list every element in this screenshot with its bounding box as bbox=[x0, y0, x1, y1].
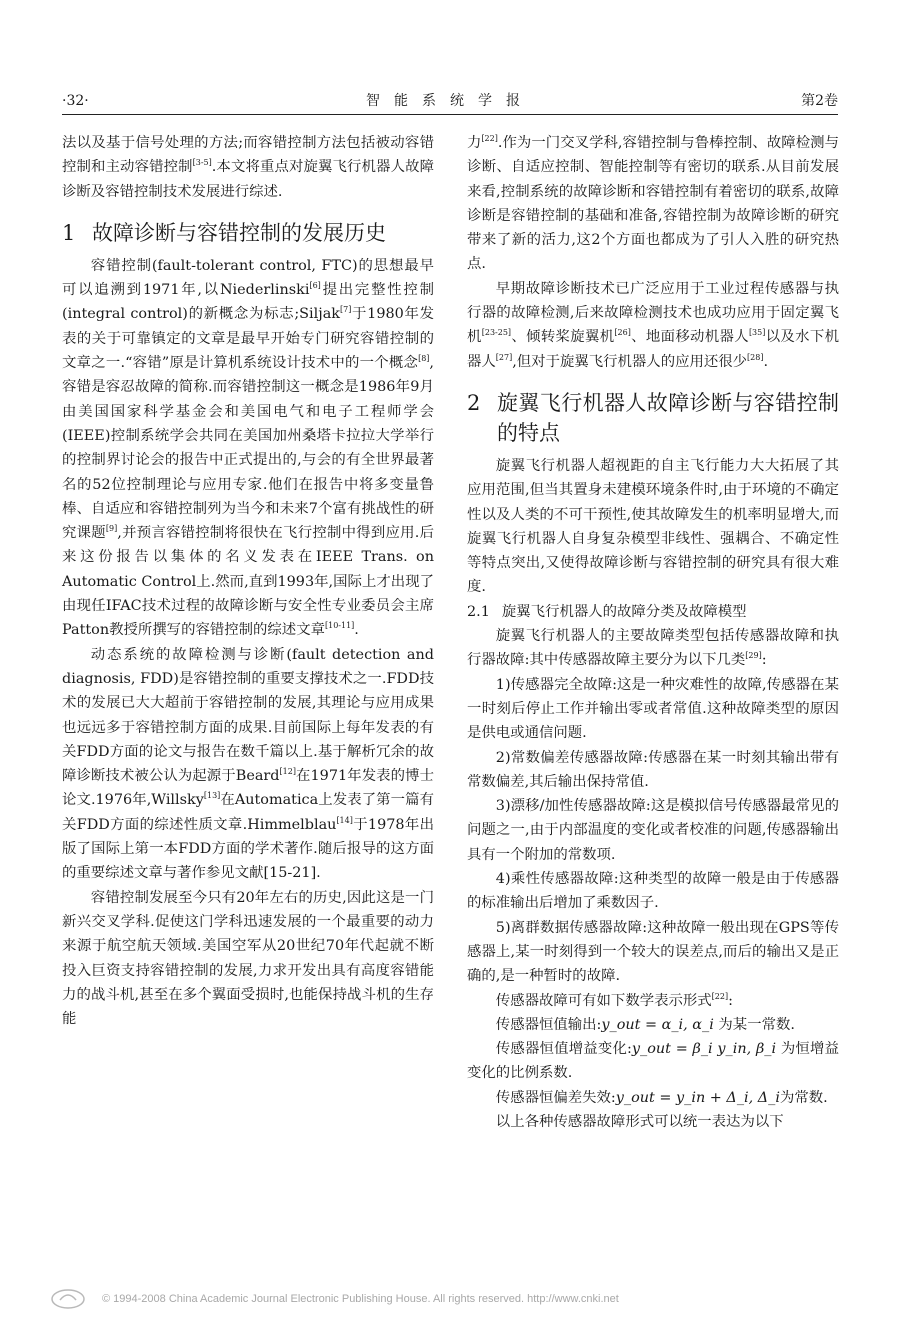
publisher-logo-icon bbox=[48, 1287, 88, 1311]
citation[interactable]: [29] bbox=[745, 651, 762, 661]
citation[interactable]: [23-25] bbox=[481, 328, 512, 338]
citation[interactable]: [22] bbox=[711, 991, 729, 1001]
citation[interactable]: [26] bbox=[614, 328, 631, 338]
section-number: 1 bbox=[62, 220, 76, 245]
fault-item-3: 3)漂移/加性传感器故障:这是模拟信号传感器最常见的问题之一,由于内部温度的变化或者校准的问题,传感器输出具有一个附加的常数项. bbox=[467, 798, 839, 863]
section-title: 旋翼飞行机器人故障诊断与容错控制的特点 bbox=[497, 390, 839, 445]
math-intro-paragraph: 传感器故障可有如下数学表示形式[22]: bbox=[495, 991, 733, 1009]
fault-item-4: 4)乘性传感器故障:这种类型的故障一般是由于传感器的标准输出后增加了乘数因子. bbox=[467, 871, 839, 912]
intro-paragraph: 法以及基于信号处理的方法;而容错控制方法包括被动容错控制和主动容错控制[3-5].本文将重点对旋翼飞行机器人故障诊断及容错控制技术发展进行综述. bbox=[62, 135, 434, 200]
section-title: 故障诊断与容错控制的发展历史 bbox=[92, 220, 386, 245]
fault-item-2: 2)常数偏差传感器故障:传感器在某一时刻其输出带有常数偏差,其后输出保持常值. bbox=[467, 749, 839, 790]
citation[interactable]: [7] bbox=[340, 305, 352, 315]
copyright-text: © 1994-2008 China Academic Journal Electronic Publishing House. All rights reserved. http://www.cnki.net bbox=[102, 1293, 619, 1305]
citation[interactable]: [13] bbox=[203, 791, 221, 801]
page-number: ·32· bbox=[62, 93, 89, 109]
subsection-number: 2.1 bbox=[467, 603, 490, 620]
right-column bbox=[467, 131, 839, 1134]
citation[interactable]: [9] bbox=[105, 524, 118, 534]
citation[interactable]: [35] bbox=[748, 328, 766, 338]
continued-paragraph: 力[22].作为一门交叉学科,容错控制与鲁棒控制、故障检测与诊断、自适应控制、智能控制等有密切的联系.从目前发展来看,控制系统的故障诊断和容错控制有着密切的联系,故障诊断是容错控制的基础和准备,容错控制为故障诊断的研究带来了新的活力,这2个方面也都成为了引人入胜的研究热点. bbox=[467, 134, 839, 273]
aerospace-paragraph: 容错控制发展至今只有20年左右的历史,因此这是一门新兴交叉学科.促使这门学科迅速发展的一个最重要的动力来源于航空航天领域.美国空军从20世纪70年代起就不断投入巨资支持容错控制的发展,力求开发出具有高度容错能力的战斗机,甚至在多个翼面受损时,也能保持战斗机的生存能 bbox=[62, 889, 434, 1028]
fault-types-paragraph: 旋翼飞行机器人的主要故障类型包括传感器故障和执行器故障:其中传感器故障主要分为以下几类[29]: bbox=[467, 628, 839, 669]
subsection-2-1-heading bbox=[467, 600, 839, 624]
fault-item-1: 1)传感器完全故障:这是一种灾难性的故障,传感器在某一时刻后停止工作并输出零或者常值.这种故障类型的原因是供电或通信问题. bbox=[467, 676, 839, 742]
equation-gain-change: 传感器恒值增益变化:y_out = β_i y_in, β_i 为恒增益变化的比例系数. bbox=[467, 1041, 839, 1082]
citation[interactable]: [27] bbox=[495, 352, 513, 362]
fdd-paragraph: 动态系统的故障检测与诊断(fault detection and diagnosis, FDD)是容错控制的重要支撑技术之一.FDD技术的发展已大大超前于容错控制的发展,其理论与应用成果也远远多于容错控制方面的成果.目前国际上每年发表的有关FDD方面的论文与报告在数千篇以上.基于解析冗余的故障诊断技术被公认为起源于Beard[12]在1971年发表的博士论文.1976年,Willsky[13]在Automatica上发表了第一篇有关FDD方面的综述性质文章.Himmelblau[14]于1978年出版了国际上第一本FDD方面的学术著作.随后报导的这方面的重要综述文章与著作参见文献[15-21]. bbox=[62, 646, 435, 882]
header-rule bbox=[62, 114, 838, 115]
citation[interactable]: [28] bbox=[747, 352, 764, 362]
journal-name: 智能系统学报 bbox=[366, 93, 534, 109]
fault-item-5: 5)离群数据传感器故障:这种故障一般出现在GPS等传感器上,某一时刻得到一个较大的误差点,而后的输出又是正确的,是一种暂时的故障. bbox=[467, 919, 839, 985]
ftc-history-paragraph: 容错控制(fault-tolerant control, FTC)的思想最早可以追溯到1971年,以Niederlinski[6]提出完整性控制(integral control)的新概念为标志;Siljak[7]于1980年发表的关于可靠镇定的文章是最早开始专门研究容错控制的文章之一.“容错”原是计算机系统设计技术中的一个概念[8],容错是容忍故障的简称.而容错控制这一概念是1986年9月由美国国家科学基金会和美国电气和电子工程师学会(IEEE)控制系统学会共同在美国加州桑塔卡拉拉大学举行的控制界讨论会的报告中正式提出的,与会的有全世界最著名的52位控制理论与应用专家.他们在报告中将多变量鲁棒、自适应和容错控制列为当今和未来7个富有挑战性的研究课题[9],并预言容错控制将很快在飞行控制中得到应用.后来这份报告以集体的名义发表在IEEE Trans. on Automatic Control上.然而,直到1993年,国际上才出现了由现任IFAC技术过程的故障诊断与安全性专业委员会主席Patton教授所撰写的容错控制的综述文章[10-11]. bbox=[62, 257, 434, 639]
volume-label: 第2卷 bbox=[801, 93, 838, 109]
footer bbox=[48, 1287, 848, 1311]
running-header bbox=[62, 90, 838, 112]
formula: y_out = y_in + Δ_i, Δ_i bbox=[615, 1089, 780, 1106]
citation[interactable]: [10-11] bbox=[324, 621, 355, 631]
left-column bbox=[62, 131, 434, 1031]
section-1-heading bbox=[62, 218, 434, 248]
section-2-heading bbox=[467, 388, 839, 448]
subsection-title: 旋翼飞行机器人的故障分类及故障模型 bbox=[501, 603, 747, 620]
citation[interactable]: [8] bbox=[418, 354, 430, 364]
early-fdd-paragraph: 早期故障诊断技术已广泛应用于工业过程传感器与执行器的故障检测,后来故障检测技术也成功应用于固定翼飞机[23-25]、倾转桨旋翼机[26]、地面移动机器人[35]以及水下机器人[27],但对于旋翼飞行机器人的应用还很少[28]. bbox=[467, 280, 839, 370]
features-paragraph: 旋翼飞行机器人超视距的自主飞行能力大大拓展了其应用范围,但当其置身未建模环境条件时,由于环境的不确定性以及人类的不可干预性,使其故障发生的机率明显增大,而旋翼飞行机器人自身复杂模型非线性、强耦合、不确定性等特点突出,又使得故障诊断与容错控制的研究具有很大难度. bbox=[467, 457, 839, 596]
formula: y_out = β_i y_in, β_i bbox=[631, 1041, 777, 1058]
formula: y_out = α_i, α_i bbox=[601, 1016, 714, 1033]
equation-constant-output: 传感器恒值输出:y_out = α_i, α_i 为某一常数. bbox=[495, 1016, 795, 1033]
citation[interactable]: [3-5] bbox=[192, 158, 212, 168]
citation[interactable]: [22] bbox=[481, 134, 498, 143]
final-paragraph: 以上各种传感器故障形式可以统一表达为以下 bbox=[495, 1113, 784, 1130]
section-number: 2 bbox=[467, 390, 481, 415]
citation[interactable]: [14] bbox=[336, 815, 353, 825]
equation-bias-failure: 传感器恒偏差失效:y_out = y_in + Δ_i, Δ_i为常数. bbox=[495, 1089, 828, 1106]
citation[interactable]: [12] bbox=[279, 767, 296, 777]
citation[interactable]: [6] bbox=[309, 281, 321, 291]
